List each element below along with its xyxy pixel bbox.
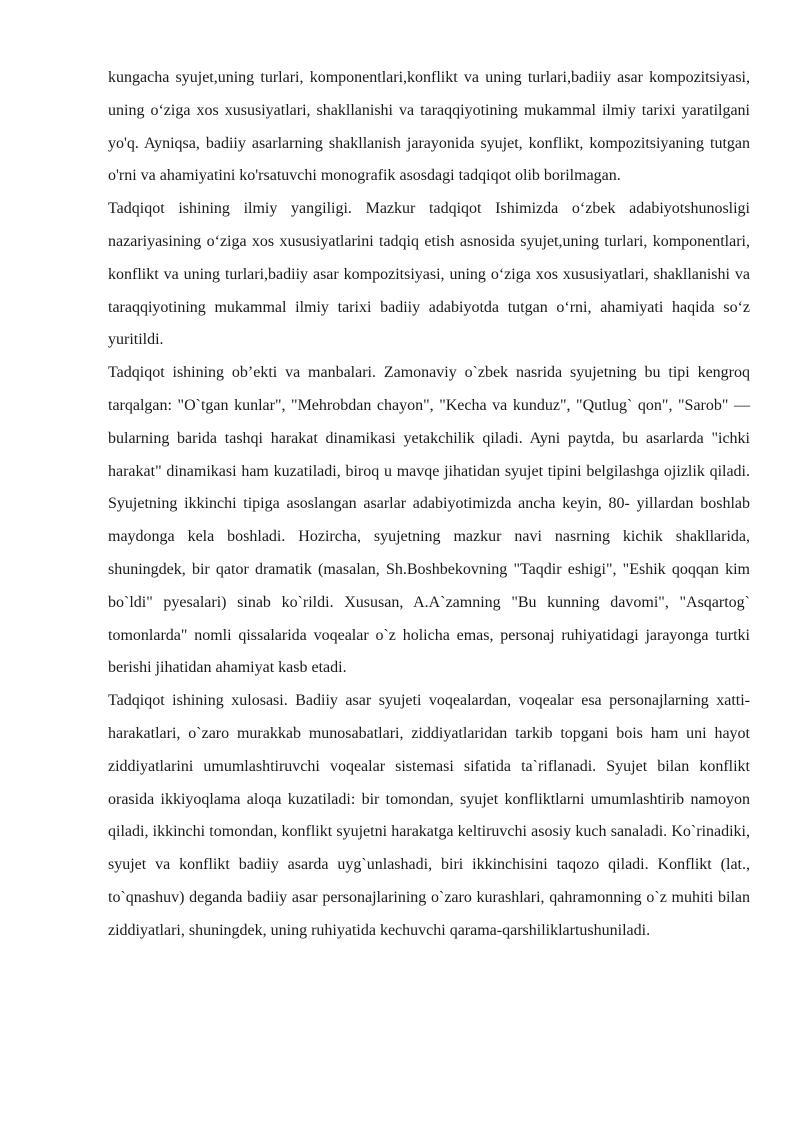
paragraph-intro-continuation: kungacha syujet,uning turlari, komponentlari,konflikt va uning turlari,badiiy asar kompozitsiyasi, uning o‘ziga xos xususiyatlari, shakllanishi va taraqqiyotining mukammal ilmiy tarixi yaratilgani yo'q. Ayniqsa, badiiy asarlarning shakllanish jarayonida syujet, konflikt, kompozitsiyaning tutgan o'rni va ahamiyatini ko'rsatuvchi monografik asosdagi tadqiqot olib borilmagan. xyxy=(108,69,750,185)
paragraph-scientific-novelty: Tadqiqot ishining ilmiy yangiligi. Mazkur tadqiqot Ishimizda o‘zbek adabiyotshunosligi nazariyasining o‘ziga xos xususiyatlarini tadqiq etish asnosida syujet,uning turlari, komponentlari, konflikt va uning turlari,badiiy asar kompozitsiyasi, uning o‘ziga xos xususiyatlari, shakllanishi va taraqqiyotining mukammal ilmiy tarixi badiiy adabiyotda tutgan o‘rni, ahamiyati haqida so‘z yuritildi. xyxy=(108,200,750,349)
paragraph-conclusion: Tadqiqot ishining xulosasi. Badiiy asar syujeti voqealardan, voqealar esa personajlarning xatti-harakatlari, o`zaro murakkab munosabatlari, ziddiyatlaridan tarkib topgani bois ham uni hayot ziddiyatlarini umumlashtiruvchi voqealar sistemasi sifatida ta`riflanadi. Syujet bilan konflikt orasida ikkiyoqlama aloqa kuzatiladi: bir tomondan, syujet konfliktlarni umumlashtirib namoyon qiladi, ikkinchi tomondan, konflikt syujetni harakatga keltiruvchi asosiy kuch sanaladi. Ko`rinadiki, syujet va konflikt badiiy asarda uyg`unlashadi, biri ikkinchisini taqozo qiladi. Konflikt (lat., to`qnashuv) deganda badiiy asar personajlarining o`zaro kurashlari, qahramonning o`z muhiti bilan ziddiyatlari, shuningdek, uning ruhiyatida kechuvchi qarama-qarshiliklartushuniladi. xyxy=(108,692,750,939)
paragraph-object-and-sources: Tadqiqot ishining ob’ekti va manbalari. Zamonaviy o`zbek nasrida syujetning bu tipi kengroq tarqalgan: "O`tgan kunlar", "Mehrobdan chayon", "Kecha va kunduz", "Qutlug` qon", "Sarob" — bularning barida tashqi harakat dinamikasi yetakchilik qiladi. Ayni paytda, bu asarlarda "ichki harakat" dinamikasi ham kuzatiladi, biroq u mavqe jihatidan syujet tipini belgilashga ojizlik qiladi. Syujetning ikkinchi tipiga asoslangan asarlar adabiyotimizda ancha keyin, 80- yillardan boshlab maydonga kela boshladi. Hozircha, syujetning mazkur navi nasrning kichik shakllarida, shuningdek, bir qator dramatik (masalan, Sh.Boshbekovning "Taqdir eshigi", "Eshik qoqqan kim bo`ldi" pyesalari) sinab ko`rildi. Xususan, A.A`zamning "Bu kunning davomi", "Asqartog` tomonlarda" nomli qissalarida voqealar o`z holicha emas, personaj ruhiyatidagi jarayonga turtki berishi jihatidan ahamiyat kasb etadi. xyxy=(108,364,750,677)
document-page xyxy=(108,62,750,948)
